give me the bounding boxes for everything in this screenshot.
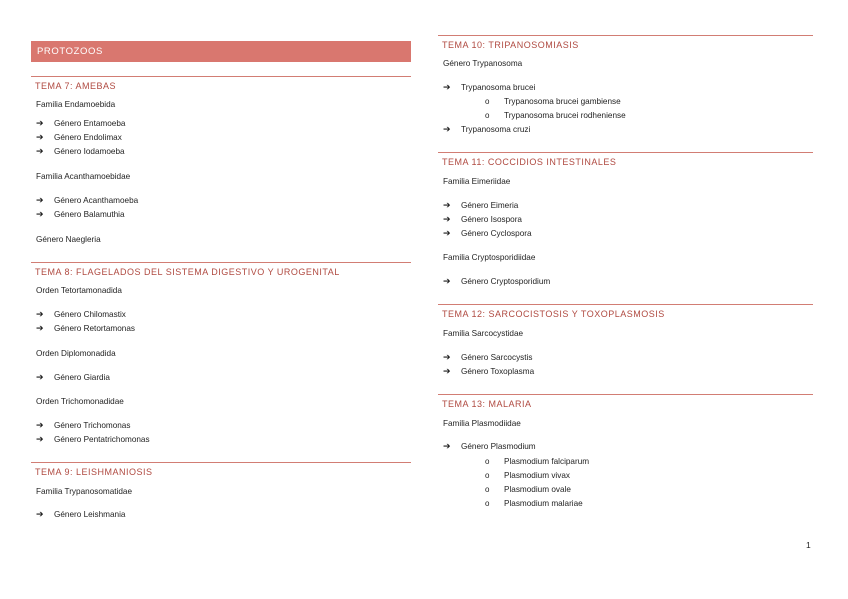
list-item: ➔ Género Iodamoeba [36, 146, 125, 156]
arrow-icon: ➔ [36, 323, 44, 333]
sub-list-item: o Trypanosoma brucei rodheniense [485, 111, 626, 120]
list-item: ➔ Género Trichomonas [36, 420, 131, 430]
heading-tema-11: TEMA 11: COCCIDIOS INTESTINALES [438, 152, 813, 168]
sub-list-item: o Plasmodium falciparum [485, 457, 590, 466]
familia-plasmodiidae: Familia Plasmodiidae [443, 419, 521, 428]
arrow-icon: ➔ [36, 509, 44, 519]
arrow-icon: ➔ [443, 276, 451, 286]
list-item: ➔ Género Retortamonas [36, 323, 136, 333]
arrow-icon: ➔ [36, 132, 44, 142]
list-item: ➔ Género Cyclospora [443, 228, 532, 238]
arrow-icon: ➔ [36, 209, 44, 219]
bullet-icon: o [485, 111, 490, 120]
list-item: ➔ Género Endolimax [36, 132, 122, 142]
arrow-icon: ➔ [36, 146, 44, 156]
familia-eimeriidae: Familia Eimeriidae [443, 177, 511, 186]
bullet-icon: o [485, 485, 490, 494]
sub-list-item: o Plasmodium vivax [485, 471, 570, 480]
orden-diplomonadida: Orden Diplomonadida [36, 349, 116, 358]
arrow-icon: ➔ [443, 366, 451, 376]
arrow-icon: ➔ [36, 434, 44, 444]
genero-trypanosoma: Género Trypanosoma [443, 59, 523, 68]
arrow-icon: ➔ [36, 372, 44, 382]
familia-trypanosomatidae: Familia Trypanosomatidae [36, 487, 133, 496]
familia-cryptosporidiidae: Familia Cryptosporidiidae [443, 253, 536, 262]
arrow-icon: ➔ [36, 309, 44, 319]
list-item: ➔ Trypanosoma brucei [443, 82, 536, 92]
list-item: ➔ Género Plasmodium [443, 441, 536, 451]
arrow-icon: ➔ [443, 352, 451, 362]
heading-tema-9: TEMA 9: LEISHMANIOSIS [31, 462, 411, 478]
sub-list-item: o Trypanosoma brucei gambiense [485, 97, 621, 106]
arrow-icon: ➔ [443, 82, 451, 92]
list-item: ➔ Género Leishmania [36, 509, 126, 519]
bullet-icon: o [485, 457, 490, 466]
heading-tema-8: TEMA 8: FLAGELADOS DEL SISTEMA DIGESTIVO Y UROGENITAL [31, 262, 411, 278]
arrow-icon: ➔ [36, 195, 44, 205]
orden-tetortamonadida: Orden Tetortamonadida [36, 286, 122, 295]
familia-endamoebida: Familia Endamoebida [36, 100, 116, 109]
list-item: ➔ Género Eimeria [443, 200, 519, 210]
list-item: ➔ Género Chilomastix [36, 309, 126, 319]
arrow-icon: ➔ [443, 441, 451, 451]
familia-acanthamoebidae: Familia Acanthamoebidae [36, 172, 131, 181]
list-item: ➔ Género Entamoeba [36, 118, 126, 128]
arrow-icon: ➔ [443, 228, 451, 238]
list-item: ➔ Género Isospora [443, 214, 522, 224]
list-item: ➔ Género Pentatrichomonas [36, 434, 150, 444]
heading-tema-7: TEMA 7: AMEBAS [31, 76, 411, 92]
orden-trichomonadidae: Orden Trichomonadidae [36, 397, 124, 406]
list-item: ➔ Género Balamuthia [36, 209, 125, 219]
bullet-icon: o [485, 499, 490, 508]
arrow-icon: ➔ [443, 214, 451, 224]
sub-list-item: o Plasmodium ovale [485, 485, 571, 494]
bullet-icon: o [485, 471, 490, 480]
heading-tema-12: TEMA 12: SARCOCISTOSIS Y TOXOPLASMOSIS [438, 304, 813, 320]
heading-tema-10: TEMA 10: TRIPANOSOMIASIS [438, 35, 813, 51]
section-banner: PROTOZOOS [31, 41, 411, 62]
list-item: ➔ Género Toxoplasma [443, 366, 535, 376]
list-item: ➔ Género Acanthamoeba [36, 195, 139, 205]
arrow-icon: ➔ [36, 118, 44, 128]
list-item: ➔ Género Cryptosporidium [443, 276, 551, 286]
list-item: ➔ Género Sarcocystis [443, 352, 533, 362]
list-item: ➔ Género Giardia [36, 372, 110, 382]
sub-list-item: o Plasmodium malariae [485, 499, 583, 508]
arrow-icon: ➔ [443, 200, 451, 210]
arrow-icon: ➔ [36, 420, 44, 430]
bullet-icon: o [485, 97, 490, 106]
familia-sarcocystidae: Familia Sarcocystidae [443, 329, 524, 338]
page-number: 1 [806, 540, 811, 550]
arrow-icon: ➔ [443, 124, 451, 134]
list-item: ➔ Trypanosoma cruzi [443, 124, 531, 134]
heading-tema-13: TEMA 13: MALARIA [438, 394, 813, 410]
genero-naegleria: Género Naegleria [36, 235, 101, 244]
